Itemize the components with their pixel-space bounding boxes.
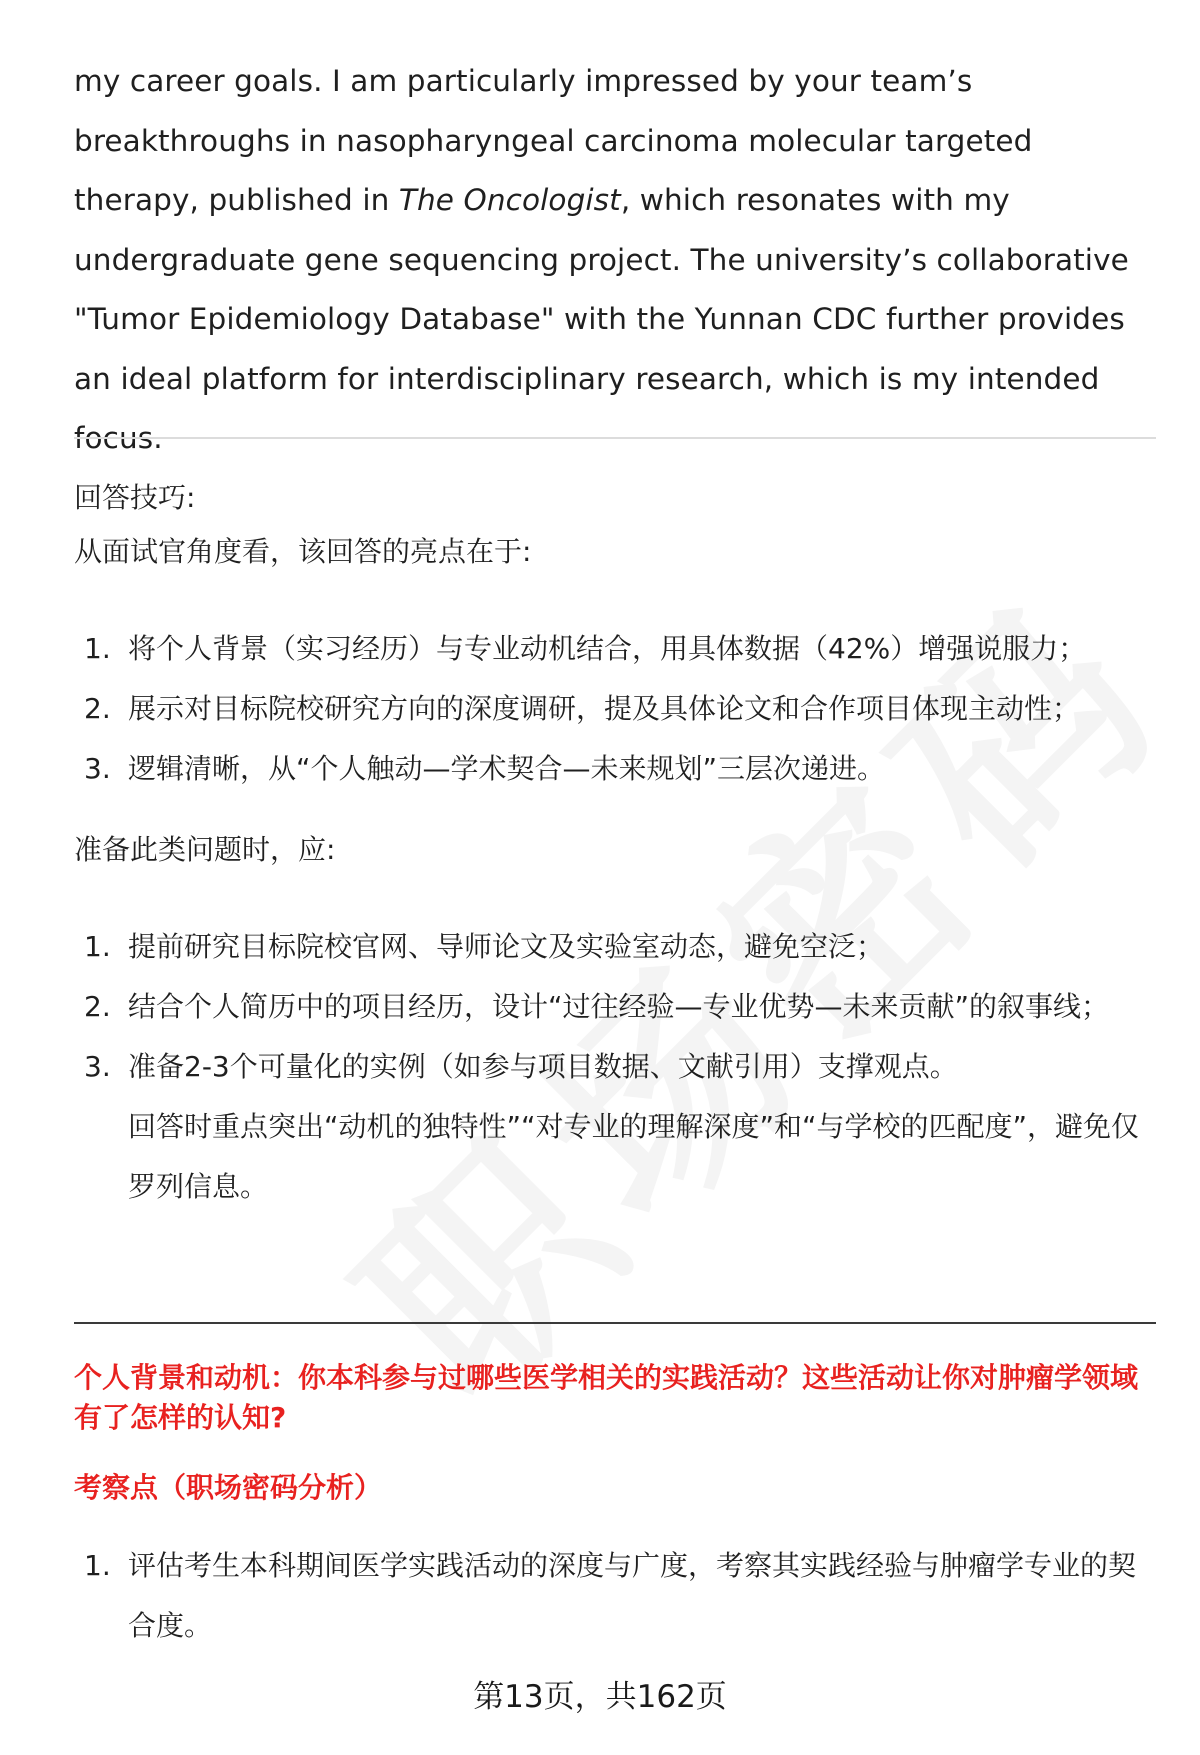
list-number: 3. (84, 752, 111, 785)
assessment-list (74, 1536, 1156, 1656)
list-item-text: 结合个人简历中的项目经历，设计“过往经验—专业优势—未来贡献”的叙事线； (128, 990, 1110, 1023)
list-item-text: 将个人背景（实习经历）与专业动机结合，用具体数据（42%）增强说服力； (128, 632, 1087, 665)
intro-paragraph (74, 52, 1156, 469)
list-number: 2. (84, 990, 111, 1023)
list-item-text: 逻辑清晰，从“个人触动—学术契合—未来规划”三层次递进。 (128, 752, 886, 785)
list-item (74, 619, 1156, 679)
list-item (74, 679, 1156, 739)
list-item-text: 准备2-3个可量化的实例（如参与项目数据、文献引用）支撑观点。 (128, 1050, 958, 1083)
list-item-text: 评估考生本科期间医学实践活动的深度与广度，考察其实践经验与肿瘤学专业的契合度。 (128, 1549, 1137, 1642)
journal-title: The Oncologist (398, 183, 621, 217)
intro-text: my career goals. I am particularly impressed by your team’s breakthroughs in nasopharyngeal carcinoma molecular targeted therapy, published in (74, 64, 1033, 217)
list-item (74, 917, 1156, 977)
tips-subtitle: 从面试官角度看，该回答的亮点在于: (74, 535, 532, 568)
page-footer: 第13页，共162页 (473, 1679, 727, 1715)
list-item-text: 提前研究目标院校官网、导师论文及实验室动态，避免空泛； (128, 930, 885, 963)
prep-list (74, 917, 1156, 1217)
list-item (74, 977, 1156, 1037)
highlights-list (74, 619, 1156, 799)
list-number: 3. (84, 1050, 111, 1083)
list-number: 1. (84, 930, 111, 963)
prep-title: 准备此类问题时，应: (74, 833, 336, 866)
list-item (74, 1536, 1156, 1656)
intro-text-continued: , which resonates with my undergraduate gene sequencing project. The university’s collaborative "Tumor Epidemiology Database" with the Yunnan CDC further provides an ideal platform for interdisciplinary research, which is my intended focus. (74, 183, 1129, 455)
divider (74, 437, 1156, 439)
list-number: 1. (84, 1549, 111, 1582)
list-item (74, 739, 1156, 799)
tips-title: 回答技巧: (74, 481, 196, 514)
question-heading: 个人背景和动机：你本科参与过哪些医学相关的实践活动？这些活动让你对肿瘤学领域有了怎样的认知? (74, 1361, 1139, 1434)
answer-note: 回答时重点突出“动机的独特性”“对专业的理解深度”和“与学校的匹配度”，避免仅罗列信息。 (128, 1110, 1140, 1203)
list-number: 1. (84, 632, 111, 665)
list-item-text: 展示对目标院校研究方向的深度调研，提及具体论文和合作项目体现主动性； (128, 692, 1081, 725)
section-divider (74, 1322, 1156, 1324)
list-number: 2. (84, 692, 111, 725)
list-item (74, 1037, 1156, 1217)
assessment-heading: 考察点（职场密码分析） (74, 1471, 383, 1504)
